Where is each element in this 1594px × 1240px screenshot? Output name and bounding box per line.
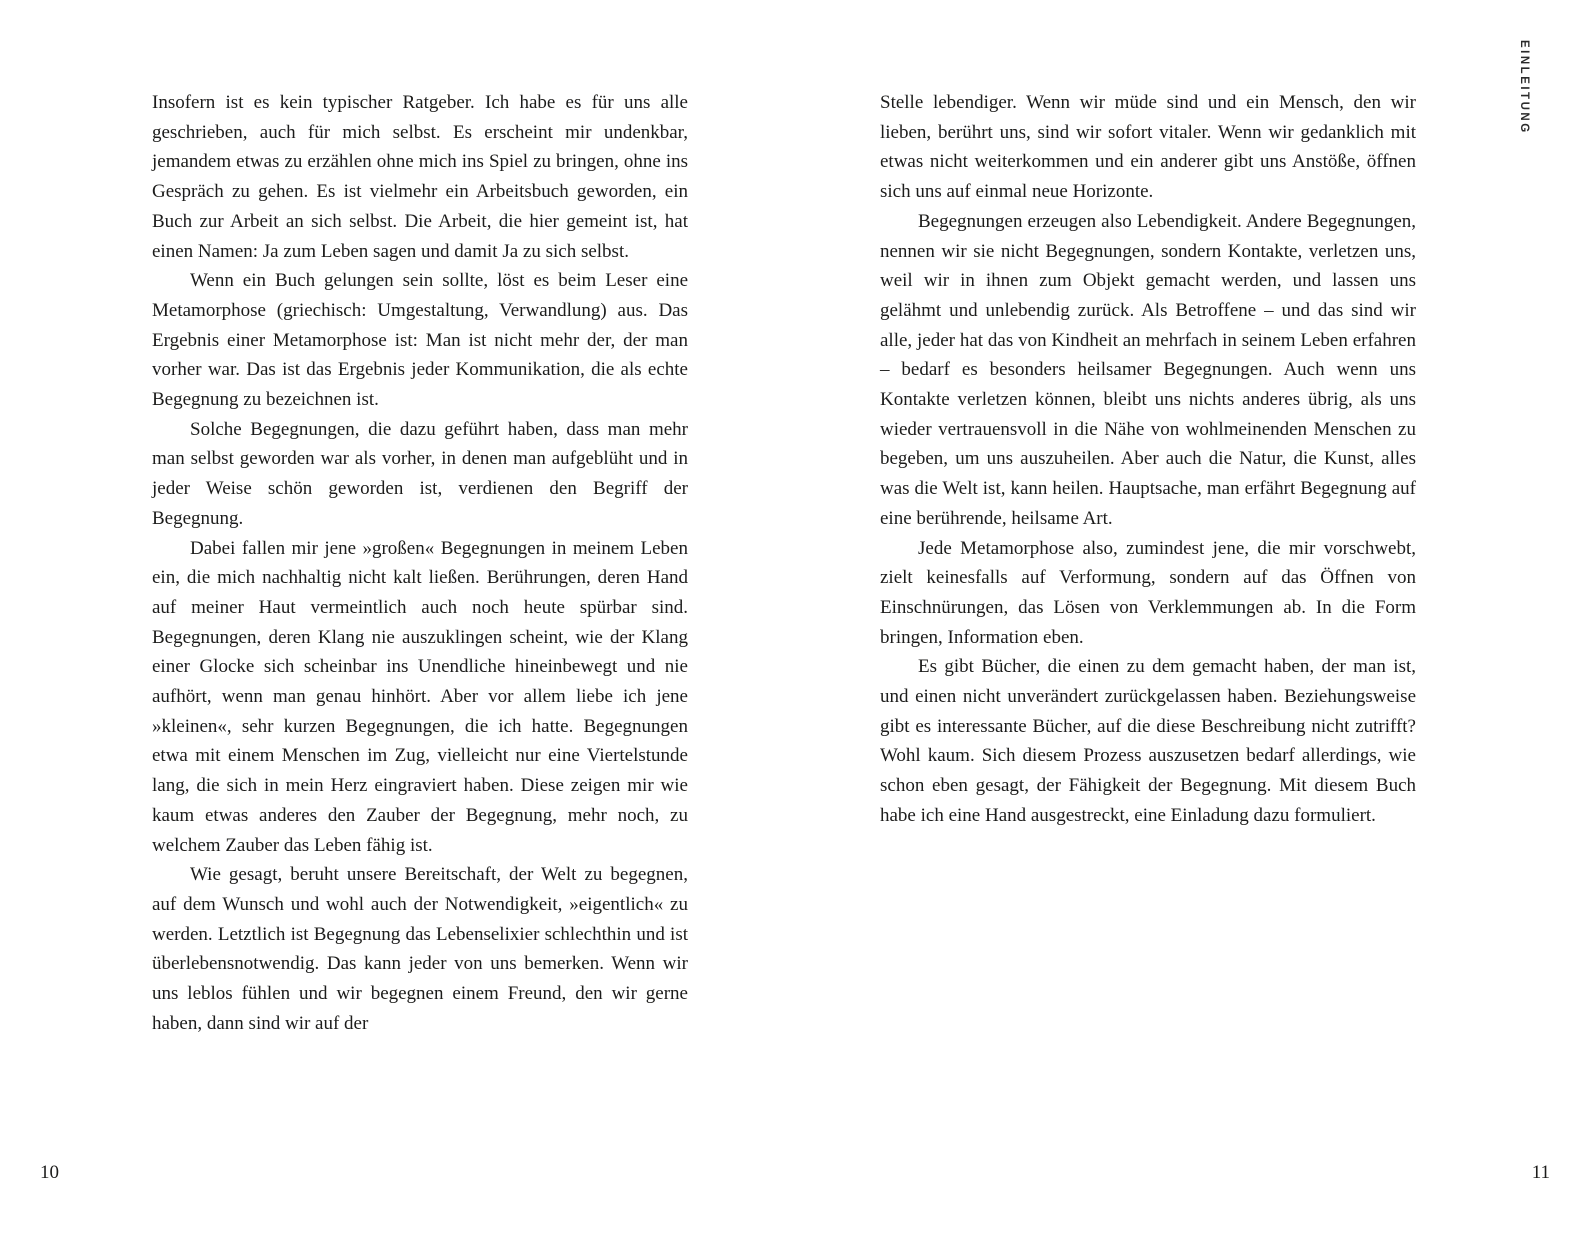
page-number-right: 11 bbox=[1531, 1162, 1550, 1183]
page-number-left: 10 bbox=[40, 1162, 59, 1183]
paragraph: Wie gesagt, beruht unsere Bereitschaft, der Welt zu begegnen, auf dem Wunsch und wohl auch der Notwendigkeit, »eigentlich« zu werden. Letztlich ist Begegnung das Lebenselixier schlechthin und ist überlebensnotwendig. Das kann jeder von uns bemerken. Wenn wir uns leblos fühlen und wir begegnen einem Freund, den wir gerne haben, dann sind wir auf der bbox=[152, 864, 688, 1034]
paragraph: Es gibt Bücher, die einen zu dem gemacht haben, der man ist, und einen nicht unverändert zurückgelassen haben. Beziehungsweise gibt es interessante Bücher, auf die diese Beschreibung nicht zutrifft? Wohl kaum. Sich diesem Prozess auszusetzen bedarf allerdings, wie schon eben gesagt, der Fähigkeit der Begegnung. Mit diesem Buch habe ich eine Hand ausgestreckt, eine Einladung dazu formuliert. bbox=[880, 656, 1416, 826]
paragraph: Jede Metamorphose also, zumindest jene, die mir vorschwebt, zielt keinesfalls auf Verformung, sondern auf das Öffnen von Einschnürungen, das Lösen von Verklemmungen ab. In die Form bringen, Information eben. bbox=[880, 537, 1416, 648]
left-text-column bbox=[152, 88, 688, 1039]
paragraph: Solche Begegnungen, die dazu geführt haben, dass man mehr man selbst geworden war als vorher, in denen man aufgeblüht und in jeder Weise schön geworden ist, verdienen den Begriff der Begegnung. bbox=[152, 418, 688, 529]
section-label: EINLEITUNG bbox=[1518, 40, 1530, 135]
right-text-column bbox=[880, 88, 1416, 831]
paragraph: Stelle lebendiger. Wenn wir müde sind und ein Mensch, den wir lieben, berührt uns, sind wir sofort vitaler. Wenn wir gedanklich mit etwas nicht weiterkommen und ein anderer gibt uns Anstöße, öffnen sich uns auf einmal neue Horizonte. bbox=[880, 92, 1416, 203]
paragraph: Insofern ist es kein typischer Ratgeber. Ich habe es für uns alle geschrieben, auch für mich selbst. Es erscheint mir undenkbar, jemandem etwas zu erzählen ohne mich ins Spiel zu bringen, ohne ins Gespräch zu gehen. Es ist vielmehr ein Arbeitsbuch geworden, ein Buch zur Arbeit an sich selbst. Die Arbeit, die hier gemeint ist, hat einen Namen: Ja zum Leben sagen und damit Ja zu sich selbst. bbox=[152, 92, 688, 262]
paragraph: Begegnungen erzeugen also Lebendigkeit. Andere Begegnungen, nennen wir sie nicht Begegnungen, sondern Kontakte, verletzen uns, weil wir in ihnen zum Objekt gemacht werden, und lassen uns gelähmt und unlebendig zurück. Als Betroffene – und das sind wir alle, jeder hat das von Kindheit an mehrfach in seinem Leben erfahren – bedarf es besonders heilsamer Begegnungen. Auch wenn uns Kontakte verletzen können, bleibt uns nichts anderes übrig, als uns wieder vertrauensvoll in die Nähe von wohlmeinenden Menschen zu begeben, um uns auszuheilen. Aber auch die Natur, die Kunst, alles was die Welt ist, kann heilen. Hauptsache, man erfährt Begegnung auf eine berührende, heilsame Art. bbox=[880, 210, 1416, 529]
paragraph: Wenn ein Buch gelungen sein sollte, löst es beim Leser eine Metamorphose (griechisch: Umgestaltung, Verwandlung) aus. Das Ergebnis einer Metamorphose ist: Man ist nicht mehr der, der man vorher war. Das ist das Ergebnis jeder Kommunikation, die als echte Begegnung zu bezeichnen ist. bbox=[152, 270, 688, 411]
paragraph: Dabei fallen mir jene »großen« Begegnungen in meinem Leben ein, die mich nachhaltig nicht kalt ließen. Berührungen, deren Hand auf meiner Haut vermeintlich auch noch heute spürbar sind. Begegnungen, deren Klang nie auszuklingen scheint, wie der Klang einer Glocke sich scheinbar ins Unendliche hineinbewegt und nie aufhört, wenn man genau hinhört. Aber vor allem liebe ich jene »kleinen«, sehr kurzen Begegnungen, die ich hatte. Begegnungen etwa mit einem Menschen im Zug, vielleicht nur eine Viertelstunde lang, die sich in mein Herz eingraviert haben. Diese zeigen mir wie kaum etwas anderes den Zauber der Begegnung, mehr noch, zu welchem Zauber das Leben fähig ist. bbox=[152, 537, 688, 856]
